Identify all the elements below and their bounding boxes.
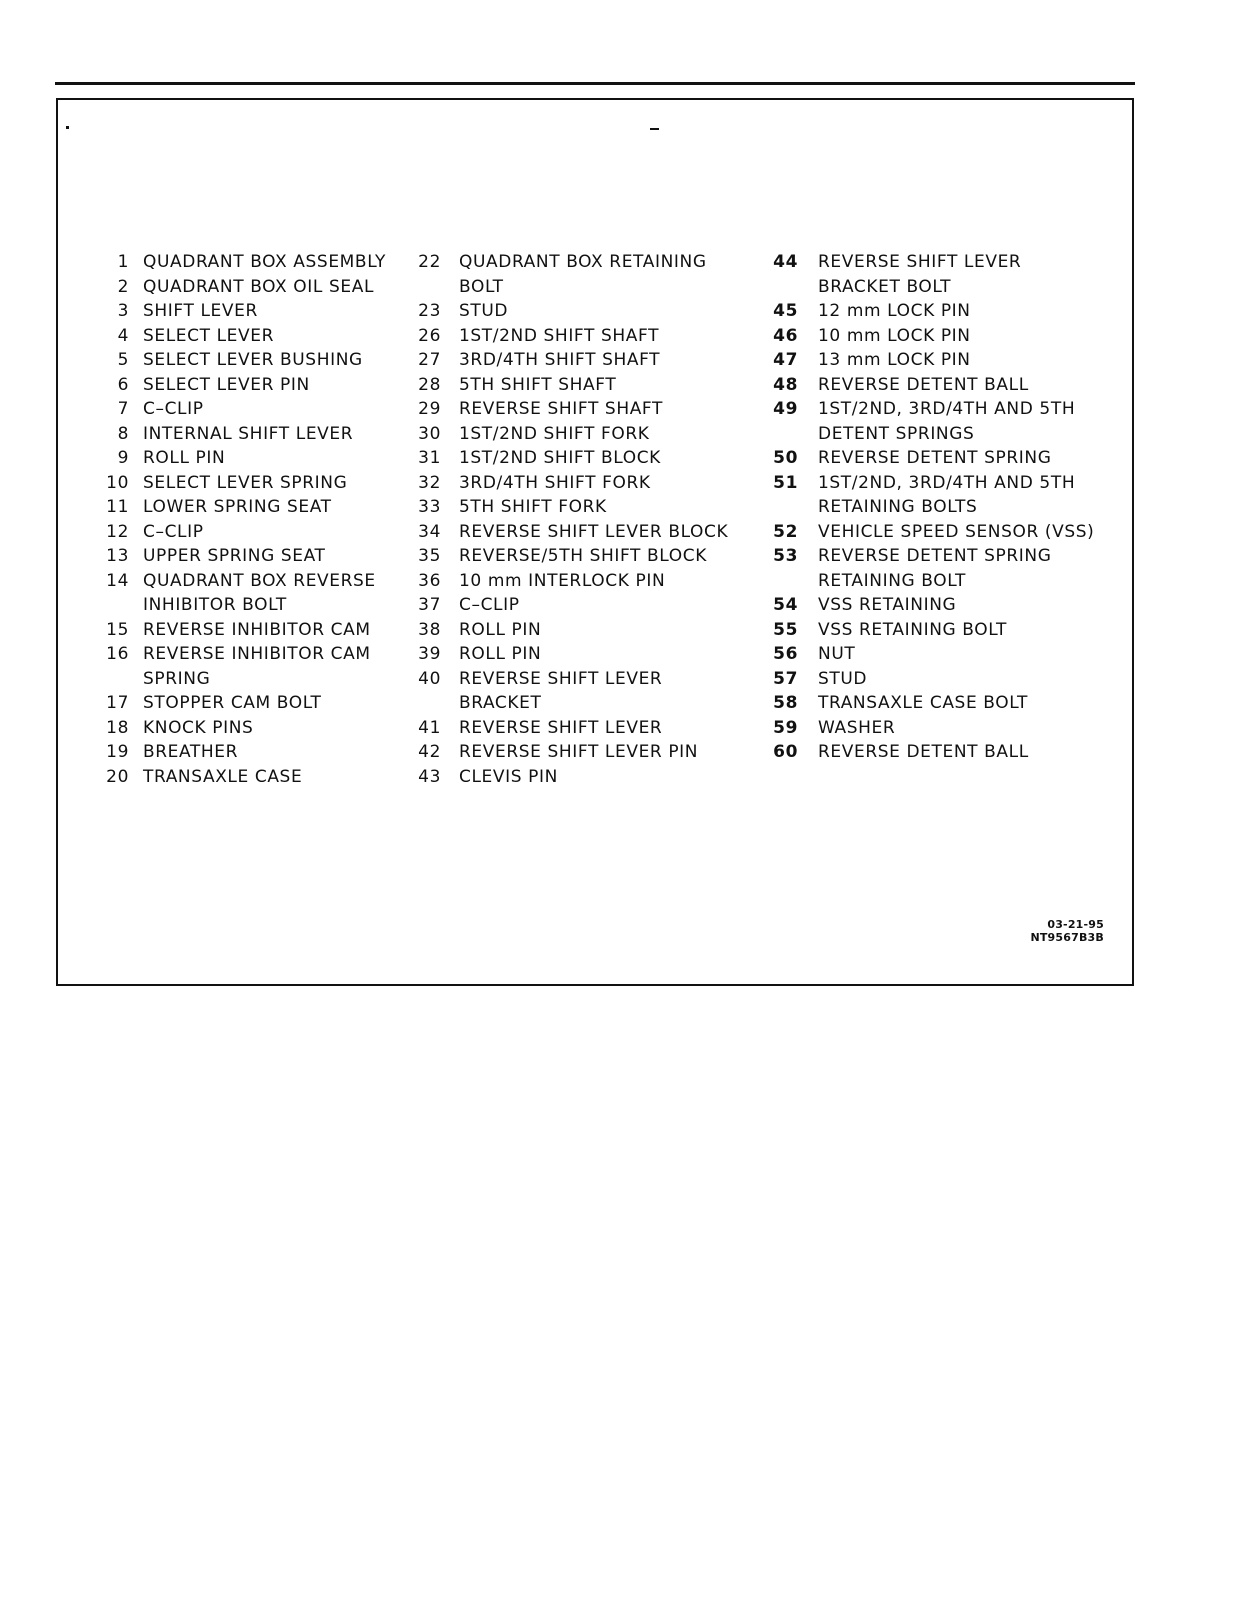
legend-item-description: 1ST/2ND, 3RD/4TH AND 5TH	[818, 472, 1076, 493]
legend-item	[768, 520, 1094, 545]
legend-item-number: 17	[106, 693, 129, 713]
legend-item	[768, 324, 1094, 349]
legend-item	[91, 618, 386, 643]
legend-item	[768, 446, 1094, 471]
legend-item-description: REVERSE DETENT BALL	[818, 742, 1029, 762]
legend-item-number: 50	[773, 448, 798, 468]
legend-item-description: REVERSE SHIFT LEVER BLOCK	[459, 521, 729, 542]
legend-item	[91, 422, 386, 447]
legend-item-description: REVERSE DETENT SPRING	[818, 546, 1052, 566]
legend-item-number: 48	[773, 374, 798, 395]
legend-item-description: REVERSE SHIFT LEVER PIN	[459, 742, 699, 762]
legend-item-number: 53	[773, 546, 798, 566]
legend-item	[411, 593, 728, 618]
legend-item-number: 34	[418, 521, 441, 542]
legend-item-number: 52	[773, 521, 798, 542]
legend-item-number: 12	[106, 521, 129, 542]
legend-item-description: 5TH SHIFT FORK	[459, 497, 607, 517]
legend-item	[91, 471, 386, 496]
legend-item	[768, 275, 1094, 300]
legend-item-description: REVERSE INHIBITOR CAM	[143, 644, 371, 664]
legend-item-number: 51	[773, 472, 798, 493]
legend-item-description: ROLL PIN	[143, 448, 226, 468]
legend-item	[768, 422, 1094, 447]
legend-item	[91, 299, 386, 324]
legend-item	[768, 299, 1094, 324]
figure-date: 03-21-95	[1047, 918, 1104, 931]
legend-item-description: VEHICLE SPEED SENSOR (VSS)	[818, 521, 1095, 542]
legend-item-description: SPRING	[143, 668, 211, 689]
legend-item-number: 56	[773, 644, 798, 664]
legend-item-description: BRACKET	[459, 693, 542, 713]
legend-item-number: 14	[106, 570, 129, 591]
legend-item-description: STUD	[459, 301, 509, 321]
legend-item	[768, 348, 1094, 373]
legend-item	[91, 642, 386, 667]
legend-item-number: 47	[773, 350, 798, 370]
legend-item	[768, 667, 1094, 692]
figure-code: NT9567B3B	[1030, 931, 1104, 944]
legend-item-number: 8	[117, 423, 129, 444]
legend-item	[411, 373, 728, 398]
legend-item	[768, 618, 1094, 643]
legend-item-description: STOPPER CAM BOLT	[143, 693, 322, 713]
legend-item	[91, 593, 386, 618]
parts-legend-box	[56, 98, 1134, 986]
legend-item	[768, 250, 1094, 275]
legend-item-description: REVERSE/5TH SHIFT BLOCK	[459, 546, 707, 566]
legend-item	[91, 250, 386, 275]
legend-item-description: 5TH SHIFT SHAFT	[459, 374, 617, 395]
legend-item-number: 59	[773, 717, 798, 738]
legend-item-number: 5	[117, 350, 129, 370]
legend-item-description: NUT	[818, 644, 856, 664]
legend-item	[91, 544, 386, 569]
legend-item-number: 22	[418, 252, 441, 272]
legend-item-number: 33	[418, 497, 441, 517]
legend-item-description: 1ST/2ND SHIFT BLOCK	[459, 448, 661, 468]
legend-item	[768, 471, 1094, 496]
legend-column-3	[768, 250, 1094, 765]
legend-item-description: RETAINING BOLTS	[818, 497, 978, 517]
legend-item	[411, 250, 728, 275]
legend-item-number: 7	[117, 399, 129, 419]
legend-item-number: 15	[106, 619, 129, 640]
legend-item	[411, 422, 728, 447]
legend-item-number: 35	[418, 546, 441, 566]
legend-item-description: SELECT LEVER	[143, 325, 274, 346]
legend-item	[768, 716, 1094, 741]
scan-speck	[650, 128, 659, 130]
legend-item	[768, 593, 1094, 618]
legend-item-description: SELECT LEVER SPRING	[143, 472, 348, 493]
legend-item-number: 13	[106, 546, 129, 566]
legend-item-description: INHIBITOR BOLT	[143, 595, 287, 615]
legend-item-number: 43	[418, 766, 441, 787]
legend-item-description: TRANSAXLE CASE	[143, 766, 303, 787]
legend-item	[91, 569, 386, 594]
legend-item-description: REVERSE SHIFT LEVER	[459, 668, 663, 689]
top-rule	[55, 82, 1135, 85]
legend-item-description: 1ST/2ND SHIFT SHAFT	[459, 325, 660, 346]
legend-item-description: VSS RETAINING BOLT	[818, 619, 1007, 640]
legend-item-number: 2	[117, 276, 129, 297]
legend-item-number: 4	[117, 325, 129, 346]
legend-item	[768, 691, 1094, 716]
legend-item	[91, 324, 386, 349]
legend-item-description: SELECT LEVER PIN	[143, 374, 310, 395]
legend-item-description: 1ST/2ND SHIFT FORK	[459, 423, 650, 444]
legend-item-number: 3	[117, 301, 129, 321]
legend-item	[91, 667, 386, 692]
legend-item-number: 49	[773, 399, 798, 419]
legend-item	[768, 397, 1094, 422]
figure-reference	[1030, 918, 1104, 944]
legend-item-description: KNOCK PINS	[143, 717, 254, 738]
legend-item-number: 19	[106, 742, 129, 762]
legend-item	[411, 471, 728, 496]
legend-item	[411, 667, 728, 692]
legend-item-number: 57	[773, 668, 798, 689]
legend-item-description: 13 mm LOCK PIN	[818, 350, 971, 370]
legend-item-number: 20	[106, 766, 129, 787]
legend-item-description: LOWER SPRING SEAT	[143, 497, 332, 517]
legend-item	[411, 324, 728, 349]
legend-item-number: 30	[418, 423, 441, 444]
legend-item-number: 55	[773, 619, 798, 640]
legend-item	[411, 348, 728, 373]
legend-item-number: 11	[106, 497, 129, 517]
legend-item-number: 10	[106, 472, 129, 493]
legend-item	[768, 642, 1094, 667]
legend-item-description: BRACKET BOLT	[818, 276, 952, 297]
legend-item	[411, 691, 728, 716]
legend-item-number: 31	[418, 448, 441, 468]
legend-item-description: RETAINING BOLT	[818, 570, 966, 591]
legend-item-description: 12 mm LOCK PIN	[818, 301, 971, 321]
legend-column-2	[411, 250, 728, 789]
legend-item	[411, 740, 728, 765]
legend-item	[768, 569, 1094, 594]
legend-item-number: 28	[418, 374, 441, 395]
legend-item	[411, 446, 728, 471]
legend-item-number: 26	[418, 325, 441, 346]
legend-item	[411, 275, 728, 300]
legend-item	[411, 618, 728, 643]
legend-item-number: 32	[418, 472, 441, 493]
legend-item-number: 27	[418, 350, 441, 370]
legend-item	[411, 299, 728, 324]
legend-item-description: ROLL PIN	[459, 644, 542, 664]
legend-item-description: DETENT SPRINGS	[818, 423, 975, 444]
legend-item-number: 42	[418, 742, 441, 762]
legend-item	[91, 740, 386, 765]
legend-item-number: 40	[418, 668, 441, 689]
legend-item-number: 9	[117, 448, 129, 468]
legend-item	[91, 373, 386, 398]
legend-item-description: QUADRANT BOX ASSEMBLY	[143, 252, 386, 272]
legend-item-number: 46	[773, 325, 798, 346]
legend-item-description: QUADRANT BOX REVERSE	[143, 570, 376, 591]
legend-item-number: 41	[418, 717, 441, 738]
legend-item	[411, 544, 728, 569]
legend-item	[768, 740, 1094, 765]
legend-item-description: INTERNAL SHIFT LEVER	[143, 423, 354, 444]
legend-item-number: 29	[418, 399, 441, 419]
legend-item	[411, 765, 728, 790]
legend-item-description: 1ST/2ND, 3RD/4TH AND 5TH	[818, 399, 1076, 419]
legend-item	[91, 691, 386, 716]
legend-item-description: C–CLIP	[459, 595, 520, 615]
legend-item-description: UPPER SPRING SEAT	[143, 546, 326, 566]
legend-item	[91, 716, 386, 741]
legend-item	[91, 397, 386, 422]
legend-item-number: 44	[773, 252, 798, 272]
legend-item-description: STUD	[818, 668, 868, 689]
legend-item-number: 54	[773, 595, 798, 615]
legend-item	[91, 275, 386, 300]
legend-item-number: 6	[117, 374, 129, 395]
legend-item-description: C–CLIP	[143, 521, 204, 542]
legend-item-description: REVERSE INHIBITOR CAM	[143, 619, 371, 640]
legend-item-description: C–CLIP	[143, 399, 204, 419]
legend-item-description: QUADRANT BOX RETAINING	[459, 252, 707, 272]
legend-item-number: 38	[418, 619, 441, 640]
legend-item-description: BREATHER	[143, 742, 239, 762]
legend-item	[91, 520, 386, 545]
legend-item	[91, 348, 386, 373]
legend-item-description: ROLL PIN	[459, 619, 542, 640]
legend-item-description: REVERSE DETENT SPRING	[818, 448, 1052, 468]
legend-item-description: 3RD/4TH SHIFT FORK	[459, 472, 651, 493]
legend-item	[768, 544, 1094, 569]
scan-speck	[66, 126, 69, 129]
legend-item-number: 60	[773, 742, 798, 762]
legend-item	[411, 569, 728, 594]
legend-item-description: WASHER	[818, 717, 896, 738]
legend-item	[91, 765, 386, 790]
legend-item	[411, 716, 728, 741]
legend-item-number: 16	[106, 644, 129, 664]
legend-item-description: REVERSE SHIFT LEVER	[459, 717, 663, 738]
legend-item-description: 3RD/4TH SHIFT SHAFT	[459, 350, 661, 370]
legend-item	[768, 373, 1094, 398]
legend-item	[768, 495, 1094, 520]
legend-item-description: 10 mm INTERLOCK PIN	[459, 570, 666, 591]
legend-item-number: 36	[418, 570, 441, 591]
legend-item-description: CLEVIS PIN	[459, 766, 558, 787]
legend-item	[411, 495, 728, 520]
legend-column-1	[91, 250, 386, 789]
legend-item-number: 39	[418, 644, 441, 664]
legend-item-number: 18	[106, 717, 129, 738]
legend-item-description: VSS RETAINING	[818, 595, 957, 615]
legend-item-description: TRANSAXLE CASE BOLT	[818, 693, 1028, 713]
legend-item-description: SHIFT LEVER	[143, 301, 258, 321]
legend-item	[411, 397, 728, 422]
legend-item-number: 58	[773, 693, 798, 713]
legend-item-number: 23	[418, 301, 441, 321]
legend-item-description: REVERSE DETENT BALL	[818, 374, 1029, 395]
legend-item-description: BOLT	[459, 276, 504, 297]
legend-item-description: SELECT LEVER BUSHING	[143, 350, 363, 370]
legend-item	[411, 642, 728, 667]
legend-item-description: QUADRANT BOX OIL SEAL	[143, 276, 375, 297]
legend-item-description: REVERSE SHIFT SHAFT	[459, 399, 663, 419]
legend-item-number: 45	[773, 301, 798, 321]
legend-item	[91, 495, 386, 520]
legend-item	[91, 446, 386, 471]
legend-item-number: 37	[418, 595, 441, 615]
legend-item-description: REVERSE SHIFT LEVER	[818, 252, 1022, 272]
legend-item-description: 10 mm LOCK PIN	[818, 325, 971, 346]
legend-item	[411, 520, 728, 545]
legend-item-number: 1	[117, 252, 129, 272]
